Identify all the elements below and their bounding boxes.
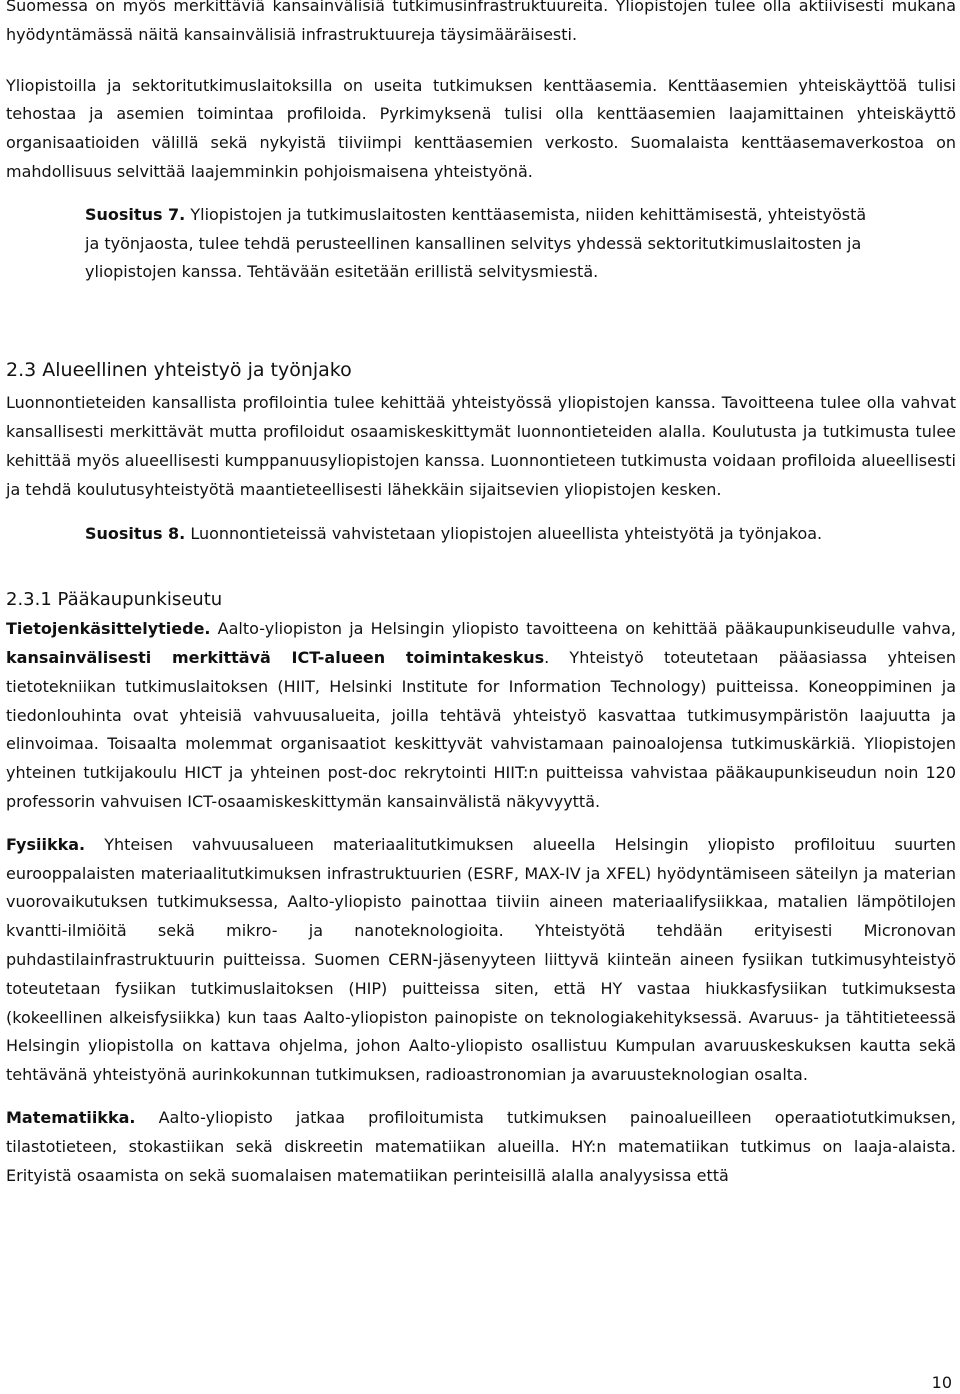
section-2-3-paragraph: Luonnontieteiden kansallista profilointia tulee kehittää yhteistyössä yliopistojen kanssa. Tavoitteena tulee olla vahvat kansallisesti merkittävät mutta profiloidut osaamiskeskittymät luonnontieteiden alalla. Koulutusta ja tutkimusta tulee kehittää myös alueellisesti kumppanuusyliopistojen kanssa. Luonnontieteen tutkimusta voidaan profiloida alueellisesti ja tehdä koulutusyhteistyötä maantieteellisesti lähekkäin sijaitsevien yliopistojen kesken.: [6, 393, 956, 499]
section-2-3-1-heading: 2.3.1 Pääkaupunkiseutu: [6, 589, 223, 611]
recommendation-8-label: Suositus 8.: [85, 524, 186, 544]
page-number: 10: [931, 1373, 952, 1392]
physics-text: Yhteisen vahvuusalueen materiaalitutkimuksen alueella Helsingin yliopisto profiloituu suurten eurooppalaisten materiaalitutkimuksen infrastruktuurien (ESRF, MAX-IV ja XFEL) hyödyntämiseen säteilyn ja materian vuorovaikutuksen tutkimuksessa, Aalto-yliopisto painottaa tiiviin aineen materiaalifysiikkaa, matalien lämpötilojen kvantti-ilmiöitä sekä mikro- ja nanoteknologioita. Yhteistyötä tehdään erityisesti Micronovan puhdastilainfrastruktuurin puitteissa. Suomen CERN-jäsenyyteen liittyvä kiinteän aineen fysiikan tutkimusyhteistyö toteutetaan fysiikan tutkimuslaitoksen (HIP) puitteissa siten, että HY vastaa hiukkasfysiikan tutkimuksesta (kokeellinen alkeisfysiikka) kun taas Aalto-yliopiston painopiste on teknologiakehityksessä. Avaruus- ja tähtitieteessä Helsingin yliopistolla on kattava ohjelma, johon Aalto-yliopisto osallistuu Kumpulan avaruuskeskuksen kautta sekä tehtävänä yhteistyönä aurinkokunnan tutkimuksen, radioastronomian ja avaruusteknologian osalta.: [6, 834, 956, 1085]
intro-paragraph-1: Suomessa on myös merkittäviä kansainvälisiä tutkimusinfrastruktuureita. Yliopistojen tulee olla aktiivisesti mukana hyödyntämässä näitä kansainvälisiä infrastruktuureja täysimääräisesti.: [6, 0, 956, 44]
recommendation-7: [85, 201, 881, 287]
recommendation-8: [85, 520, 881, 549]
physics-paragraph: [6, 831, 956, 1090]
document-page: [6, 0, 956, 1190]
mathematics-label: Matematiikka.: [6, 1107, 136, 1127]
computer-science-bold: kansainvälisesti merkittävä ICT-alueen toimintakeskus: [6, 647, 545, 667]
mathematics-text: Aalto-yliopisto jatkaa profiloitumista tutkimuksen painoalueilleen operaatiotutkimuksen, tilastotieteen, stokastiikan sekä diskreetin matematiikan alueilla. HY:n matematiikan tutkimus on laaja-alaista. Erityistä osaamista on sekä suomalaisen matematiikan perinteisillä alalla analyysissa että: [6, 1107, 956, 1185]
mathematics-paragraph: [6, 1104, 956, 1190]
physics-label: Fysiikka.: [6, 834, 86, 854]
section-2-3-heading: 2.3 Alueellinen yhteistyö ja työnjako: [6, 359, 352, 382]
recommendation-7-label: Suositus 7.: [85, 204, 186, 224]
intro-paragraph-2: Yliopistoilla ja sektoritutkimuslaitoksilla on useita tutkimuksen kenttäasemia. Kenttäasemien yhteiskäyttöä tulisi tehostaa ja asemien toimintaa profiloida. Pyrkimyksenä tulisi olla kenttäasemien laajamittainen yhteiskäyttö organisaatioiden välillä sekä nykyistä tiiviimpi kenttäasemien verkosto. Suomalaista kenttäasemaverkostoa on mahdollisuus selvittää laajemminkin pohjoismaisena yhteistyönä.: [6, 75, 956, 181]
computer-science-text-b: . Yhteistyö toteutetaan pääasiassa yhteisen tietotekniikan tutkimuslaitoksen (HIIT, Helsinki Institute for Information Technology) puitteissa. Koneoppiminen ja tiedonlouhinta ovat yhteisiä vahvuusalueita, joilla tehtävä yhteistyö kasvattaa tutkimusympäristön laajuutta ja elinvoimaa. Toisaalta molemmat organisaatiot keskittyvät vahvistamaan painoalojensa tutkimuskärkiä. Yliopistojen yhteinen tutkijakoulu HICT ja yhteinen post-doc rekrytointi HIIT:n puitteissa vahvistaa pääkaupunkiseudun noin 120 professorin vahvuisen ICT-osaamiskeskittymän kansainvälistä näkyvyyttä.: [6, 647, 956, 811]
computer-science-text-a: Aalto-yliopiston ja Helsingin yliopisto tavoitteena on kehittää pääkaupunkiseudulle vahva,: [210, 619, 956, 639]
recommendation-7-text: Yliopistojen ja tutkimuslaitosten kenttäasemista, niiden kehittämisestä, yhteistyöstä ja työnjaosta, tulee tehdä perusteellinen kansallinen selvitys yhdessä sektoritutkimuslaitosten ja yliopistojen kanssa. Tehtävään esitetään erillistä selvitysmiestä.: [85, 204, 867, 282]
recommendation-8-text: Luonnontieteissä vahvistetaan yliopistojen alueellista yhteistyötä ja työnjakoa.: [185, 524, 823, 544]
computer-science-paragraph: [6, 615, 956, 817]
computer-science-label: Tietojenkäsittelytiede.: [6, 619, 211, 639]
